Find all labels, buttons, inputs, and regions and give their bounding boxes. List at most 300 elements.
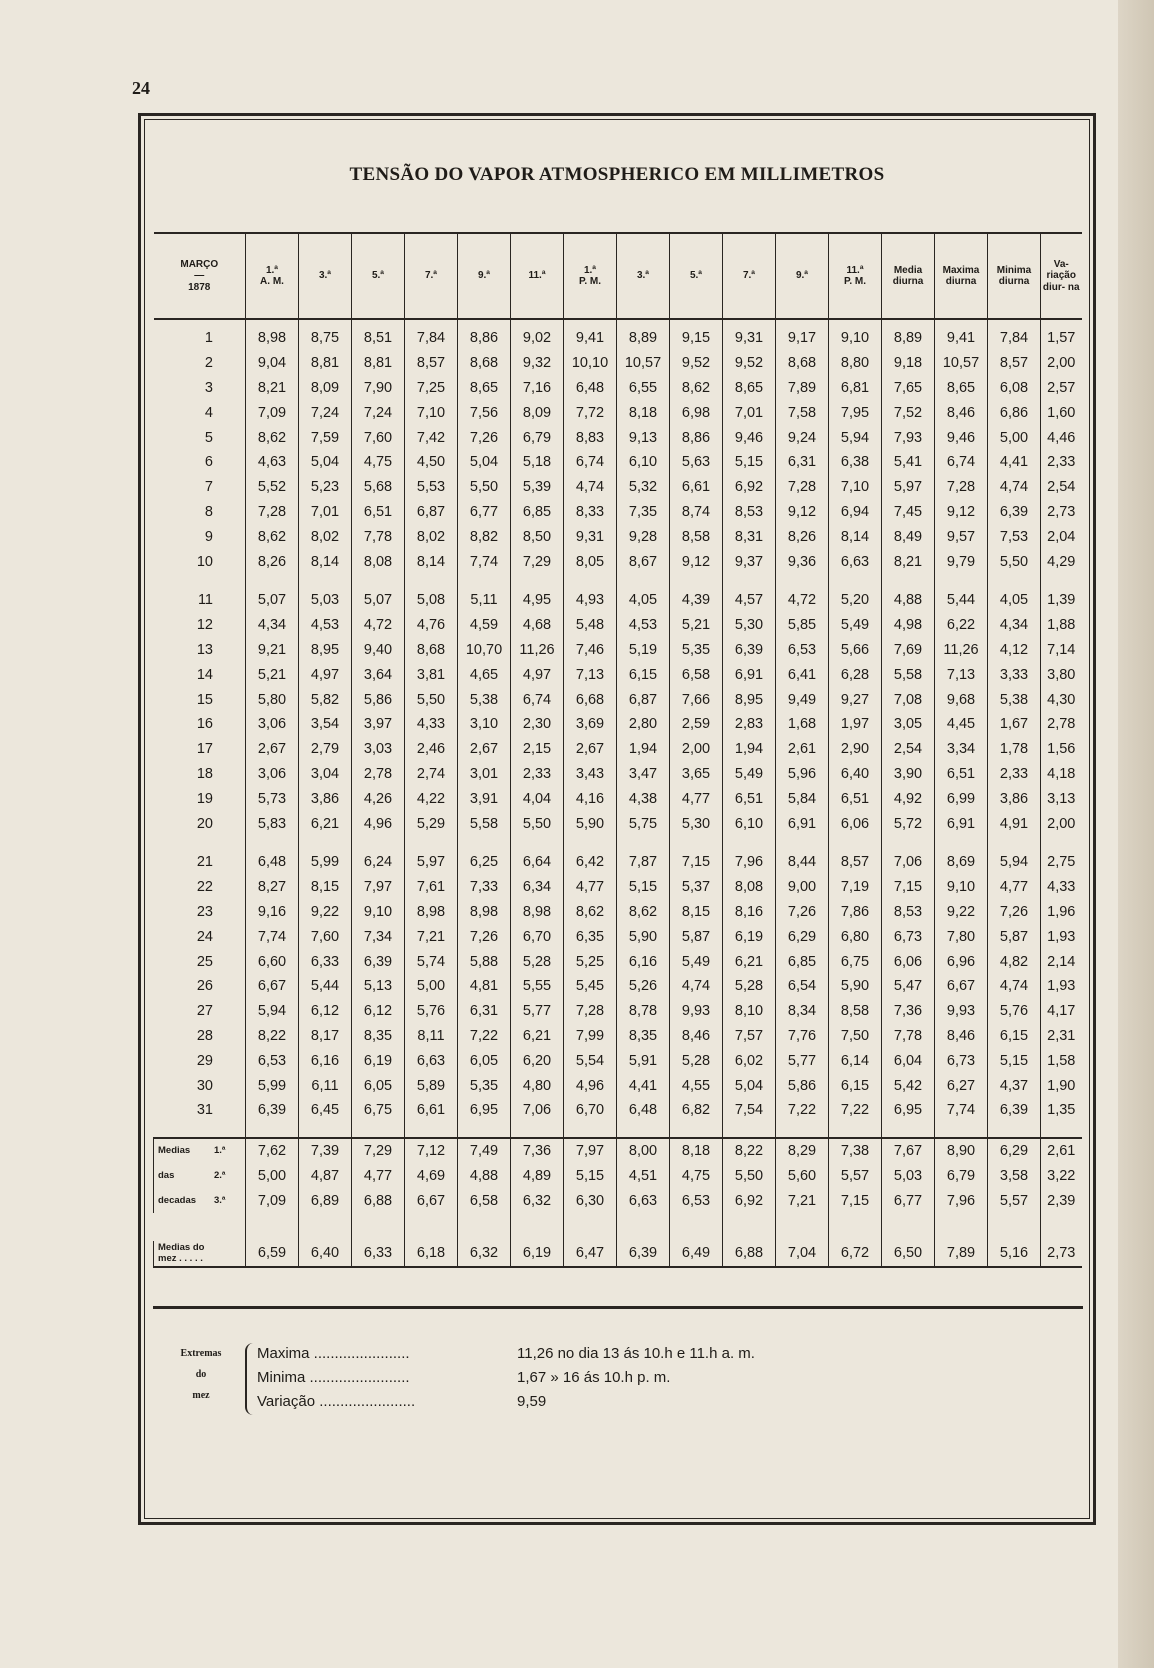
value-cell: 3,86 [299, 786, 352, 811]
value-cell: 7,15 [829, 1188, 882, 1213]
day-cell: 10 [196, 553, 213, 570]
value-cell: 2,54 [1041, 475, 1082, 500]
value-cell: 8,09 [511, 400, 564, 425]
value-cell: 2,61 [1041, 1138, 1082, 1164]
spacer-cell [1041, 836, 1082, 850]
value-cell: 6,05 [458, 1048, 511, 1073]
spacer-cell [1041, 1213, 1082, 1227]
spacer-cell [352, 574, 405, 588]
value-cell: 4,39 [670, 588, 723, 613]
spacer-cell [154, 319, 246, 326]
value-cell: 4,68 [511, 613, 564, 638]
value-cell: 5,16 [988, 1241, 1041, 1267]
value-cell: 7,13 [935, 662, 988, 687]
column-header: Maxima diurna [935, 233, 988, 319]
value-cell: 6,31 [458, 999, 511, 1024]
value-cell: 2,67 [564, 737, 617, 762]
value-cell: 4,96 [564, 1073, 617, 1098]
spacer-cell [405, 574, 458, 588]
value-cell: 5,37 [670, 875, 723, 900]
value-cell: 2,57 [1041, 376, 1082, 401]
value-cell: 9,93 [935, 999, 988, 1024]
table-body [154, 319, 1082, 1267]
value-cell: 8,98 [246, 326, 299, 351]
value-cell: 6,39 [246, 1098, 299, 1123]
table-row [154, 786, 1082, 811]
spacer-cell [617, 836, 670, 850]
spacer-cell [511, 1213, 564, 1227]
table-row [154, 712, 1082, 737]
value-cell: 1,94 [723, 737, 776, 762]
value-cell: 8,18 [670, 1138, 723, 1164]
value-cell: 6,61 [405, 1098, 458, 1123]
value-cell: 8,75 [299, 326, 352, 351]
day-cell: 2 [204, 355, 213, 372]
value-cell: 9,16 [246, 900, 299, 925]
value-cell: 8,05 [564, 549, 617, 574]
value-cell: 7,12 [405, 1138, 458, 1164]
value-cell: 8,33 [564, 500, 617, 525]
value-cell: 8,68 [776, 351, 829, 376]
value-cell: 5,41 [882, 450, 935, 475]
value-cell: 7,10 [405, 400, 458, 425]
value-cell: 7,84 [405, 326, 458, 351]
value-cell: 8,27 [246, 875, 299, 900]
value-cell: 5,26 [617, 974, 670, 999]
table-row [154, 588, 1082, 613]
decade-label: decadas 3.ª [154, 1188, 246, 1213]
value-cell: 9,68 [935, 687, 988, 712]
column-header: 7.ª [723, 233, 776, 319]
value-cell: 4,95 [511, 588, 564, 613]
spacer-cell [458, 1213, 511, 1227]
value-cell: 7,46 [564, 638, 617, 663]
value-cell: 6,60 [246, 949, 299, 974]
value-cell: 1,93 [1041, 924, 1082, 949]
spacer-cell [154, 836, 246, 850]
value-cell: 6,72 [829, 1241, 882, 1267]
value-cell: 5,87 [670, 924, 723, 949]
table-row [154, 762, 1082, 787]
value-cell: 3,91 [458, 786, 511, 811]
spacer-cell [617, 1227, 670, 1241]
value-cell: 5,90 [829, 974, 882, 999]
value-cell: 9,22 [299, 900, 352, 925]
spacer-cell [458, 836, 511, 850]
value-cell: 7,09 [246, 1188, 299, 1213]
decade-mean-row [154, 1164, 1082, 1189]
value-cell: 8,18 [617, 400, 670, 425]
value-cell: 5,50 [511, 811, 564, 836]
table-row [154, 475, 1082, 500]
value-cell: 4,74 [988, 475, 1041, 500]
table-frame [138, 113, 1096, 1525]
column-header: Media diurna [882, 233, 935, 319]
table-row [154, 613, 1082, 638]
table-row [154, 524, 1082, 549]
value-cell: 7,99 [564, 1024, 617, 1049]
value-cell: 6,45 [299, 1098, 352, 1123]
value-cell: 5,35 [670, 638, 723, 663]
value-cell: 5,99 [246, 1073, 299, 1098]
value-cell: 8,98 [405, 900, 458, 925]
spacer-cell [352, 1213, 405, 1227]
value-cell: 3,69 [564, 712, 617, 737]
value-cell: 2,15 [511, 737, 564, 762]
table-row [154, 974, 1082, 999]
value-cell: 2,33 [511, 762, 564, 787]
day-cell: 28 [196, 1027, 213, 1044]
value-cell: 8,22 [246, 1024, 299, 1049]
value-cell: 1,68 [776, 712, 829, 737]
value-cell: 2,73 [1041, 1241, 1082, 1267]
extreme-variacao: Variação ....................... 9,59 [257, 1393, 547, 1410]
value-cell: 6,33 [299, 949, 352, 974]
value-cell: 11,26 [935, 638, 988, 663]
value-cell: 5,94 [988, 850, 1041, 875]
value-cell: 8,26 [246, 549, 299, 574]
value-cell: 9,28 [617, 524, 670, 549]
value-cell: 7,86 [829, 900, 882, 925]
column-header: 11.ª P. M. [829, 233, 882, 319]
value-cell: 4,12 [988, 638, 1041, 663]
column-header: 5.ª [352, 233, 405, 319]
value-cell: 7,28 [776, 475, 829, 500]
day-cell: 15 [196, 691, 213, 708]
value-cell: 7,74 [458, 549, 511, 574]
value-cell: 8,21 [882, 549, 935, 574]
decade-label: Medias 1.ª [154, 1138, 246, 1164]
table-row [154, 811, 1082, 836]
value-cell: 7,24 [299, 400, 352, 425]
value-cell: 6,91 [935, 811, 988, 836]
value-cell: 5,94 [246, 999, 299, 1024]
value-cell: 3,04 [299, 762, 352, 787]
value-cell: 6,79 [935, 1164, 988, 1189]
value-cell: 5,84 [776, 786, 829, 811]
value-cell: 2,59 [670, 712, 723, 737]
value-cell: 8,35 [352, 1024, 405, 1049]
value-cell: 5,80 [246, 687, 299, 712]
value-cell: 7,87 [617, 850, 670, 875]
value-cell: 8,67 [617, 549, 670, 574]
value-cell: 6,19 [511, 1241, 564, 1267]
value-cell: 5,83 [246, 811, 299, 836]
table-row [154, 1048, 1082, 1073]
value-cell: 5,50 [723, 1164, 776, 1189]
value-cell: 7,14 [1041, 638, 1082, 663]
value-cell: 8,83 [564, 425, 617, 450]
value-cell: 7,06 [882, 850, 935, 875]
table-row [154, 687, 1082, 712]
value-cell: 5,50 [988, 549, 1041, 574]
value-cell: 6,75 [829, 949, 882, 974]
value-cell: 8,90 [935, 1138, 988, 1164]
spacer-cell [935, 1227, 988, 1241]
value-cell: 6,12 [352, 999, 405, 1024]
table-row [154, 376, 1082, 401]
spacer-cell [723, 1227, 776, 1241]
value-cell: 9,10 [935, 875, 988, 900]
table-row [154, 1073, 1082, 1098]
value-cell: 3,03 [352, 737, 405, 762]
value-cell: 5,86 [352, 687, 405, 712]
value-cell: 7,22 [829, 1098, 882, 1123]
value-cell: 6,88 [723, 1241, 776, 1267]
value-cell: 6,89 [299, 1188, 352, 1213]
table-row [154, 326, 1082, 351]
value-cell: 3,64 [352, 662, 405, 687]
value-cell: 4,77 [988, 875, 1041, 900]
value-cell: 6,74 [935, 450, 988, 475]
value-cell: 5,49 [829, 613, 882, 638]
spacer-row [154, 1213, 1082, 1227]
value-cell: 4,16 [564, 786, 617, 811]
value-cell: 6,67 [246, 974, 299, 999]
value-cell: 6,20 [511, 1048, 564, 1073]
value-cell: 8,68 [458, 351, 511, 376]
value-cell: 4,50 [405, 450, 458, 475]
value-cell: 7,84 [988, 326, 1041, 351]
value-cell: 8,08 [723, 875, 776, 900]
value-cell: 6,81 [829, 376, 882, 401]
value-cell: 6,63 [405, 1048, 458, 1073]
spacer-cell [988, 574, 1041, 588]
value-cell: 6,15 [988, 1024, 1041, 1049]
value-cell: 4,72 [776, 588, 829, 613]
value-cell: 8,65 [723, 376, 776, 401]
value-cell: 8,78 [617, 999, 670, 1024]
value-cell: 7,21 [776, 1188, 829, 1213]
value-cell: 6,73 [882, 924, 935, 949]
value-cell: 6,30 [564, 1188, 617, 1213]
value-cell: 9,31 [723, 326, 776, 351]
value-cell: 5,04 [299, 450, 352, 475]
table-row [154, 900, 1082, 925]
value-cell: 9,10 [829, 326, 882, 351]
spacer-cell [564, 319, 617, 326]
value-cell: 3,90 [882, 762, 935, 787]
table-row [154, 1098, 1082, 1123]
day-cell: 9 [204, 528, 213, 545]
value-cell: 5,91 [617, 1048, 670, 1073]
value-cell: 7,28 [935, 475, 988, 500]
day-cell: 16 [196, 716, 213, 733]
table-row [154, 450, 1082, 475]
value-cell: 8,44 [776, 850, 829, 875]
value-cell: 7,76 [776, 1024, 829, 1049]
value-cell: 5,94 [829, 425, 882, 450]
spacer-cell [670, 319, 723, 326]
value-cell: 6,87 [405, 500, 458, 525]
value-cell: 9,57 [935, 524, 988, 549]
value-cell: 7,53 [988, 524, 1041, 549]
value-cell: 4,87 [299, 1164, 352, 1189]
value-cell: 5,47 [882, 974, 935, 999]
value-cell: 8,53 [723, 500, 776, 525]
value-cell: 9,93 [670, 999, 723, 1024]
table-row [154, 400, 1082, 425]
value-cell: 5,53 [405, 475, 458, 500]
value-cell: 8,10 [723, 999, 776, 1024]
value-cell: 6,75 [352, 1098, 405, 1123]
value-cell: 9,52 [723, 351, 776, 376]
value-cell: 6,51 [935, 762, 988, 787]
spacer-cell [723, 319, 776, 326]
value-cell: 6,15 [617, 662, 670, 687]
value-cell: 6,11 [299, 1073, 352, 1098]
value-cell: 6,32 [458, 1241, 511, 1267]
spacer-cell [352, 836, 405, 850]
value-cell: 8,65 [935, 376, 988, 401]
value-cell: 4,22 [405, 786, 458, 811]
spacer-cell [511, 574, 564, 588]
month-header: MARÇO — 1878 [154, 233, 246, 319]
spacer-cell [776, 319, 829, 326]
value-cell: 4,93 [564, 588, 617, 613]
value-cell: 10,70 [458, 638, 511, 663]
value-cell: 8,95 [723, 687, 776, 712]
value-cell: 5,44 [935, 588, 988, 613]
value-cell: 7,09 [246, 400, 299, 425]
value-cell: 6,49 [670, 1241, 723, 1267]
value-cell: 3,80 [1041, 662, 1082, 687]
value-cell: 2,39 [1041, 1188, 1082, 1213]
spacer-row [154, 574, 1082, 588]
value-cell: 6,77 [882, 1188, 935, 1213]
table-row [154, 875, 1082, 900]
value-cell: 5,15 [564, 1164, 617, 1189]
value-cell: 5,66 [829, 638, 882, 663]
value-cell: 4,38 [617, 786, 670, 811]
value-cell: 3,81 [405, 662, 458, 687]
value-cell: 7,89 [776, 376, 829, 401]
spacer-cell [829, 836, 882, 850]
value-cell: 6,19 [352, 1048, 405, 1073]
value-cell: 7,66 [670, 687, 723, 712]
spacer-cell [829, 1213, 882, 1227]
spacer-cell [405, 1227, 458, 1241]
spacer-cell [723, 1123, 776, 1138]
value-cell: 7,22 [458, 1024, 511, 1049]
table-title: TENSÃO DO VAPOR ATMOSPHERICO EM MILLIMETROS [349, 164, 885, 185]
spacer-cell [988, 1227, 1041, 1241]
value-cell: 4,75 [352, 450, 405, 475]
value-cell: 6,05 [352, 1073, 405, 1098]
value-cell: 4,53 [617, 613, 670, 638]
value-cell: 6,85 [511, 500, 564, 525]
value-cell: 5,97 [405, 850, 458, 875]
value-cell: 7,54 [723, 1098, 776, 1123]
value-cell: 5,21 [670, 613, 723, 638]
spacer-cell [299, 1227, 352, 1241]
spacer-cell [564, 836, 617, 850]
value-cell: 10,57 [935, 351, 988, 376]
value-cell: 7,08 [882, 687, 935, 712]
value-cell: 4,41 [988, 450, 1041, 475]
value-cell: 7,26 [988, 900, 1041, 925]
value-cell: 6,61 [670, 475, 723, 500]
value-cell: 6,85 [776, 949, 829, 974]
value-cell: 6,59 [246, 1241, 299, 1267]
spacer-cell [511, 319, 564, 326]
value-cell: 9,41 [935, 326, 988, 351]
value-cell: 4,18 [1041, 762, 1082, 787]
value-cell: 6,68 [564, 687, 617, 712]
value-cell: 5,35 [458, 1073, 511, 1098]
value-cell: 6,16 [299, 1048, 352, 1073]
value-cell: 8,80 [829, 351, 882, 376]
value-cell: 1,35 [1041, 1098, 1082, 1123]
spacer-cell [935, 319, 988, 326]
value-cell: 6,48 [564, 376, 617, 401]
value-cell: 6,42 [564, 850, 617, 875]
value-cell: 7,39 [299, 1138, 352, 1164]
value-cell: 4,34 [988, 613, 1041, 638]
spacer-cell [299, 574, 352, 588]
value-cell: 7,36 [882, 999, 935, 1024]
value-cell: 10,57 [617, 351, 670, 376]
value-cell: 8,57 [829, 850, 882, 875]
value-cell: 4,53 [299, 613, 352, 638]
value-cell: 6,53 [670, 1188, 723, 1213]
value-cell: 5,07 [352, 588, 405, 613]
value-cell: 6,39 [988, 500, 1041, 525]
spacer-row [154, 836, 1082, 850]
day-cell: 8 [204, 503, 213, 520]
value-cell: 4,33 [1041, 875, 1082, 900]
value-cell: 2,00 [1041, 811, 1082, 836]
table-row [154, 351, 1082, 376]
value-cell: 4,55 [670, 1073, 723, 1098]
spacer-cell [511, 1123, 564, 1138]
value-cell: 5,82 [299, 687, 352, 712]
value-cell: 8,09 [299, 376, 352, 401]
value-cell: 5,52 [246, 475, 299, 500]
value-cell: 8,31 [723, 524, 776, 549]
value-cell: 8,81 [299, 351, 352, 376]
value-cell: 5,75 [617, 811, 670, 836]
spacer-cell [511, 1227, 564, 1241]
day-cell: 1 [204, 330, 213, 347]
value-cell: 1,88 [1041, 613, 1082, 638]
table-row [154, 850, 1082, 875]
value-cell: 6,10 [723, 811, 776, 836]
value-cell: 8,14 [405, 549, 458, 574]
spacer-cell [246, 1213, 299, 1227]
day-cell: 25 [196, 953, 213, 970]
value-cell: 4,77 [670, 786, 723, 811]
value-cell: 3,10 [458, 712, 511, 737]
value-cell: 6,14 [829, 1048, 882, 1073]
value-cell: 8,49 [882, 524, 935, 549]
spacer-cell [882, 319, 935, 326]
value-cell: 6,53 [246, 1048, 299, 1073]
value-cell: 8,51 [352, 326, 405, 351]
value-cell: 4,88 [882, 588, 935, 613]
day-cell: 27 [196, 1003, 213, 1020]
value-cell: 8,82 [458, 524, 511, 549]
spacer-cell [246, 319, 299, 326]
value-cell: 5,86 [776, 1073, 829, 1098]
value-cell: 7,29 [352, 1138, 405, 1164]
value-cell: 9,12 [776, 500, 829, 525]
spacer-cell [935, 836, 988, 850]
value-cell: 2,90 [829, 737, 882, 762]
value-cell: 5,15 [723, 450, 776, 475]
value-cell: 4,26 [352, 786, 405, 811]
value-cell: 6,06 [882, 949, 935, 974]
